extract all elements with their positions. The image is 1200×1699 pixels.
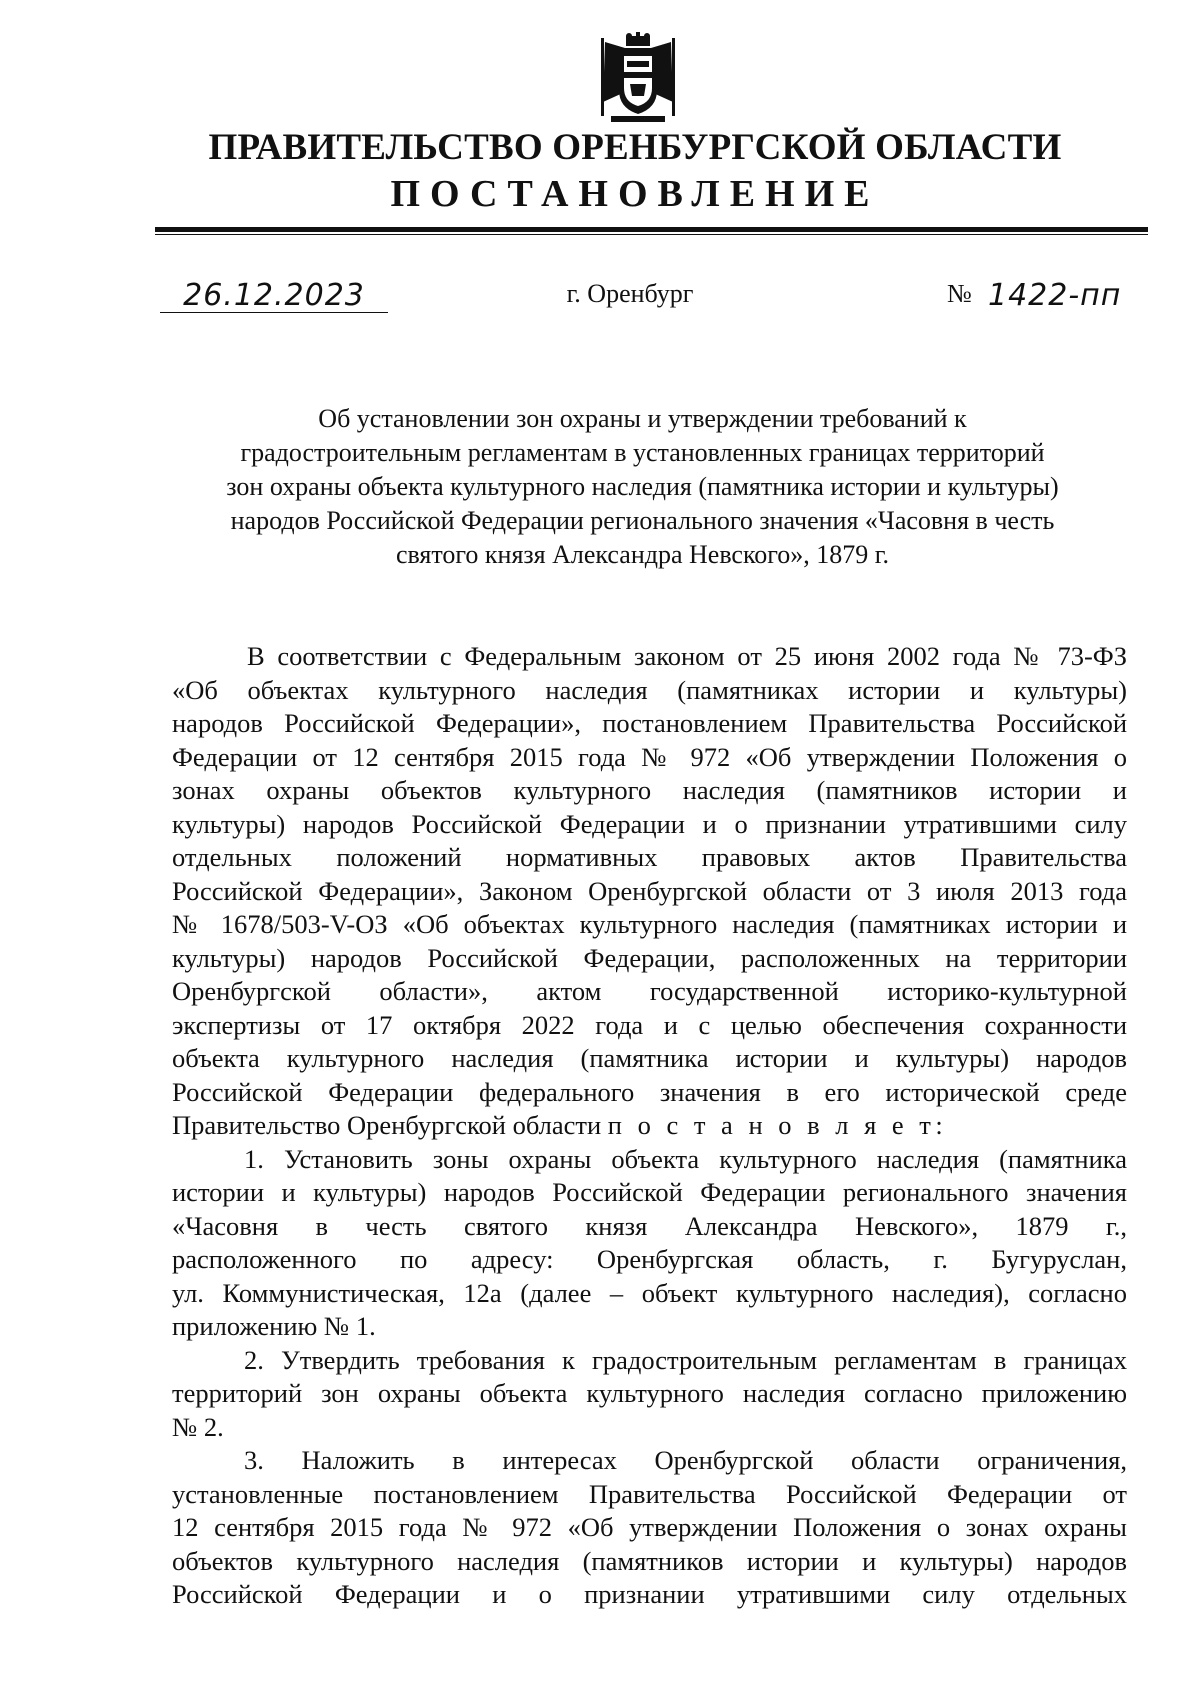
body-line: Российской Федерации федерального значения в его исторической среде xyxy=(172,1076,1127,1107)
resolution-word: п о с т а н о в л я е т: xyxy=(607,1110,948,1140)
document-body xyxy=(172,640,1127,1612)
document-number xyxy=(988,276,1121,311)
body-line: № 2. xyxy=(172,1411,224,1442)
body-line: Федерации от 12 сентября 2015 года № 972 «Об утверждении Положения о xyxy=(172,741,1127,772)
subject-line: зон охраны объекта культурного наследия (памятника истории и культуры) xyxy=(226,472,1059,501)
body-line: отдельных положений нормативных правовых актов Правительства xyxy=(172,842,1127,872)
body-line: 3. Наложить в интересах Оренбургской области ограничения, xyxy=(244,1445,1127,1475)
document-date-value: 26.12.2023 xyxy=(183,278,365,313)
body-line: «Часовня в честь святого князя Александра Невского», 1879 г., xyxy=(172,1210,1127,1241)
body-line: установленные постановлением Правительства Российской Федерации от xyxy=(172,1478,1127,1509)
body-line: объектов культурного наследия (памятников истории и культуры) народов xyxy=(172,1545,1127,1576)
organization-title: ПРАВИТЕЛЬСТВО ОРЕНБУРГСКОЙ ОБЛАСТИ xyxy=(208,127,1062,168)
body-line: 12 сентября 2015 года № 972 «Об утверждении Положения о зонах охраны xyxy=(172,1512,1127,1542)
body-line: расположенного по адресу: Оренбургская область, г. Бугуруслан, xyxy=(172,1244,1127,1274)
body-line: зонах охраны объектов культурного наследия (памятников истории и xyxy=(172,775,1127,805)
body-line: объекта культурного наследия (памятника истории и культуры) народов xyxy=(172,1043,1127,1073)
subject-line: Об установлении зон охраны и утверждении требований к xyxy=(318,404,967,433)
document-number-value: 1422-пп xyxy=(988,278,1122,313)
body-line: Российской Федерации», Законом Оренбургской области от 3 июля 2013 года xyxy=(172,875,1127,906)
document-subject xyxy=(160,402,1125,572)
subject-line: народов Российской Федерации регионального значения «Часовня в честь xyxy=(230,506,1055,535)
header-rule-thick xyxy=(155,227,1148,232)
body-line: экспертизы от 17 октября 2022 года и с целью обеспечения сохранности xyxy=(172,1009,1127,1040)
body-line: В соответствии с Федеральным законом от 25 июня 2002 года № 73-ФЗ xyxy=(247,641,1127,671)
body-line xyxy=(172,1109,1127,1143)
body-line: Российской Федерации и о признании утратившими силу отдельных xyxy=(172,1579,1127,1609)
subject-line: святого князя Александра Невского», 1879 г. xyxy=(395,540,890,569)
body-line: ул. Коммунистическая, 12а (далее – объект культурного наследия), согласно xyxy=(172,1277,1127,1308)
body-line: 1. Установить зоны охраны объекта культурного наследия (памятника xyxy=(244,1143,1127,1174)
subject-line: градостроительным регламентам в установленных границах территорий xyxy=(240,438,1045,467)
document-date xyxy=(160,276,388,313)
document-number-label: № xyxy=(947,279,972,308)
document-type-title: ПОСТАНОВЛЕНИЕ xyxy=(390,173,880,215)
body-line: Оренбургской области», актом государственной историко-культурной xyxy=(172,976,1127,1006)
body-line: культуры) народов Российской Федерации, расположенных на территории xyxy=(172,942,1127,973)
header-rule-thin xyxy=(155,234,1148,235)
body-line: народов Российской Федерации», постановлением Правительства Российской xyxy=(172,708,1127,738)
body-line-text: Правительство Оренбургской области xyxy=(172,1110,602,1140)
coat-of-arms-emblem xyxy=(597,32,679,124)
body-line: культуры) народов Российской Федерации и о признании утратившими силу xyxy=(172,808,1127,839)
body-line: «Об объектах культурного наследия (памятниках истории и культуры) xyxy=(172,674,1127,705)
document-city: г. Оренбург xyxy=(566,279,694,308)
body-line: № 1678/503-V-ОЗ «Об объектах культурного наследия (памятниках истории и xyxy=(172,909,1127,939)
body-line: 2. Утвердить требования к градостроительным регламентам в границах xyxy=(244,1344,1127,1375)
body-line: приложению № 1. xyxy=(172,1311,376,1341)
body-line: истории и культуры) народов Российской Федерации регионального значения xyxy=(172,1177,1127,1207)
body-line: территорий зон охраны объекта культурного наследия согласно приложению xyxy=(172,1378,1127,1408)
